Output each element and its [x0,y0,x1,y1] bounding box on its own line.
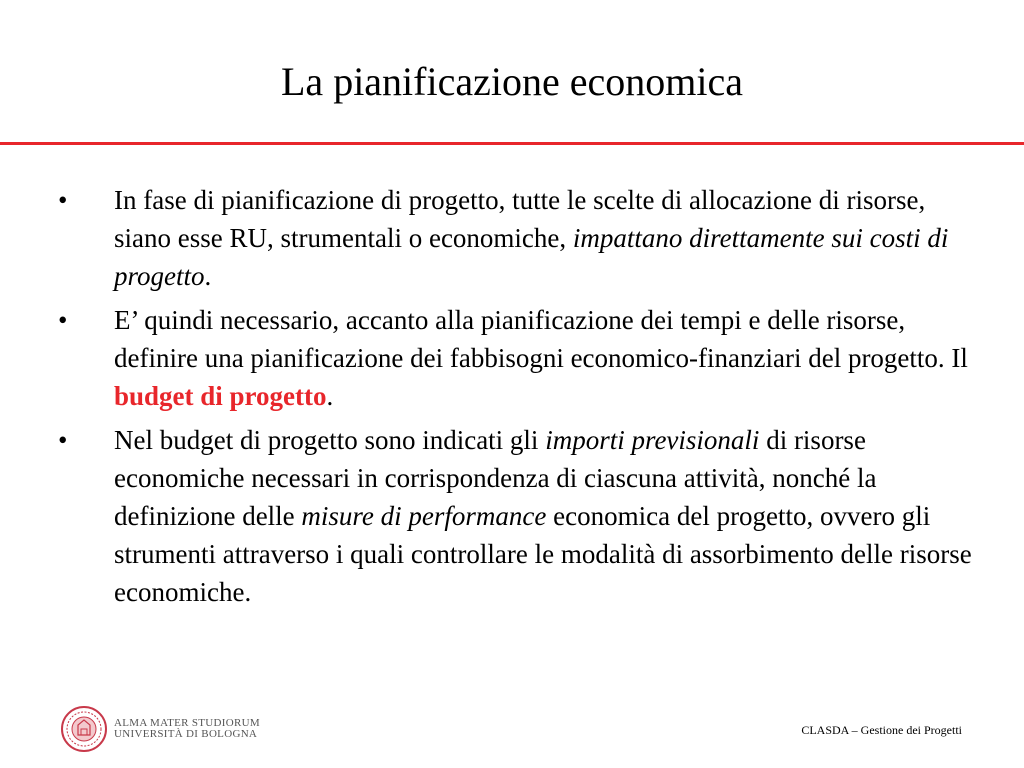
logo-line-2: UNIVERSITÀ DI BOLOGNA [114,728,258,740]
text-run: In fase di pianificazione di progetto, tutte le scelte di allocazione di risorse, siano esse RU, strumentali o economiche, [114,185,926,253]
text-run: Nel budget di progetto sono indicati gli [114,425,546,455]
bullet-item [0,421,1024,611]
bullet-item [0,301,1024,415]
footer-course-label: CLASDA – Gestione dei Progetti [801,723,962,737]
logo-text [114,718,260,740]
text-run-italic: importi previsionali [545,425,760,455]
bullet-marker: • [58,185,68,215]
university-logo [60,703,260,755]
text-run: . [204,261,212,291]
text-run: E’ quindi necessario, accanto alla pianificazione dei tempi e delle risorse, definire una pianificazione dei fabbisogni economico-finanziari del progetto. Il [114,305,968,373]
slide-title: La pianificazione economica [281,59,743,104]
text-run-italic: impattano direttamente sui costi di progetto [114,223,949,291]
bullet-text [114,425,972,607]
logo-line-1: ALMA MATER STUDIORUM [114,717,260,729]
bullet-item [0,181,1024,295]
text-run: . [326,381,334,411]
text-run: di risorse economiche necessari in corrispondenza di ciascuna attività, nonché la definizione delle [114,425,877,531]
university-seal-icon [60,705,108,753]
text-run-italic: misure di performance [301,501,547,531]
budget-highlight: budget di progetto [114,381,327,411]
bullet-text [114,305,968,411]
bullet-marker: • [58,305,68,335]
bullet-marker: • [58,425,68,455]
text-run: economica del progetto, ovvero gli strumenti attraverso i quali controllare le modalità di assorbimento delle risorse economiche. [114,501,972,607]
bullet-list [0,181,1024,617]
title-divider [0,142,1024,145]
bullet-text [114,185,948,291]
